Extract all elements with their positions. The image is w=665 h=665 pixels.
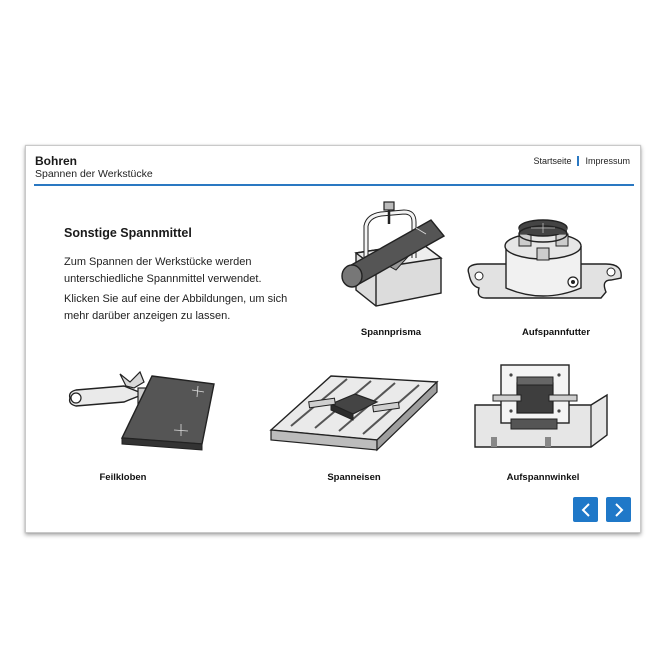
spannprisma-label[interactable]: Spannprisma	[360, 327, 422, 338]
spannprisma-tile[interactable]	[326, 198, 456, 310]
aufspannwinkel-tile[interactable]	[471, 361, 611, 451]
startseite-link[interactable]: Startseite	[533, 156, 572, 166]
feilkloben-tile[interactable]	[64, 368, 224, 453]
chevron-right-icon	[612, 502, 626, 518]
aufspannwinkel-label[interactable]: Aufspannwinkel	[506, 472, 580, 483]
content-window	[25, 145, 641, 533]
feilkloben-label[interactable]: Feilkloben	[99, 472, 147, 483]
section-heading: Sonstige Spannmittel	[64, 226, 192, 240]
page-title: Bohren	[35, 154, 77, 168]
intro-paragraph: Zum Spannen der Werkstücke werden unterschiedliche Spannmittel verwendet.	[64, 256, 262, 285]
clamp-bar-icon	[269, 368, 439, 453]
spanneisen-tile[interactable]	[269, 368, 439, 453]
aufspannfutter-label[interactable]: Aufspannfutter	[521, 327, 591, 338]
v-block-icon	[326, 198, 456, 310]
chevron-left-icon	[579, 502, 593, 518]
header-divider	[34, 184, 634, 186]
page-subtitle: Spannen der Werkstücke	[35, 168, 153, 180]
header-links	[533, 156, 630, 166]
spanneisen-label[interactable]: Spanneisen	[327, 472, 381, 483]
angle-plate-icon	[471, 361, 611, 451]
link-separator	[577, 156, 579, 166]
previous-button[interactable]	[573, 497, 598, 522]
impressum-link[interactable]: Impressum	[585, 156, 630, 166]
chuck-icon	[461, 206, 626, 311]
aufspannfutter-tile[interactable]	[461, 206, 626, 311]
next-button[interactable]	[606, 497, 631, 522]
instruction-paragraph: Klicken Sie auf eine der Abbildungen, um sich mehr darüber anzeigen zu lassen.	[64, 293, 288, 322]
hand-vise-icon	[64, 368, 224, 453]
